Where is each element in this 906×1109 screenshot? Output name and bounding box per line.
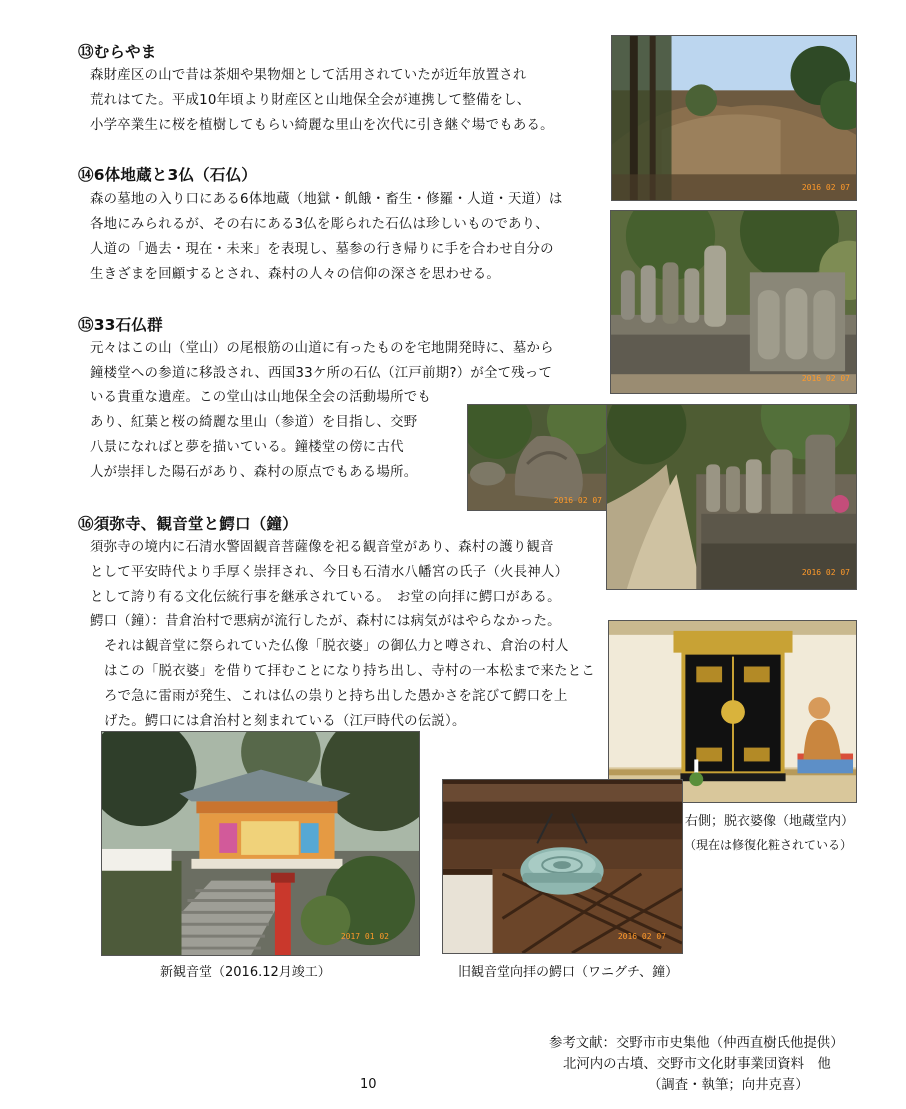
stone-buddhas-path-photo xyxy=(606,404,857,590)
section-13-line: 荒れはてた。平成10年頃より財産区と山地保全会が連携して整備をし、 xyxy=(90,93,531,108)
section-14-line: 生きざまを回顧するとされ、森村の人々の信仰の深さを思わせる。 xyxy=(90,267,501,282)
section-14-heading: ⑭6体地蔵と3仏（石仏） xyxy=(78,166,257,184)
section-13-line: 森財産区の山で昔は茶畑や果物畑として活用されていたが近年放置され xyxy=(90,68,527,83)
section-15-line: あり、紅葉と桜の綺麗な里山（参道）を目指し、交野 xyxy=(90,415,418,430)
reference-line: 北河内の古墳、交野市文化財事業団資料 他 xyxy=(563,1057,831,1072)
photo-date-stamp: 2017 01 02 xyxy=(340,932,389,941)
photo-date-stamp: 2016 02 07 xyxy=(801,568,850,577)
section-16-line: それは観音堂に祭られていた仏像「脱衣婆」の御仏力と噂され、倉治の村人 xyxy=(104,639,569,654)
section-15-heading: ⑮33石仏群 xyxy=(78,316,163,334)
murayama-photo xyxy=(611,35,857,201)
photo-date-stamp: 2016 02 07 xyxy=(617,932,666,941)
section-14-line: 森の墓地の入り口にある6体地蔵（地獄・飢餓・畜生・修羅・人道・天道）は xyxy=(90,192,563,207)
datsueba-shrine-photo xyxy=(608,620,857,803)
yang-stone-photo xyxy=(467,404,607,511)
section-14-line: 各地にみられるが、その右にある3仏を彫られた石仏は珍しいものであり、 xyxy=(90,217,549,232)
section-15-line: 元々はこの山（堂山）の尾根筋の山道に有ったものを宅地開発時に、墓から xyxy=(90,341,554,356)
waniguchi-bell-photo xyxy=(442,779,683,954)
new-hall-caption: 新観音堂（2016.12月竣工） xyxy=(160,965,331,980)
section-16-line: 鰐口（鐘）：昔倉治村で悪病が流行したが、森村には病気がはやらなかった。 xyxy=(90,614,561,629)
section-16-heading: ⑯須弥寺、観音堂と鰐口（鐘） xyxy=(78,515,298,533)
datsueba-caption-note: （現在は修復化粧されている） xyxy=(684,838,853,852)
jizo-statues-photo xyxy=(610,210,857,394)
section-16-line: として誇り有る文化伝統行事を継承されている。 お堂の向拝に鰐口がある。 xyxy=(90,590,561,605)
old-bell-caption: 旧観音堂向拝の鰐口（ワニグチ、鐘） xyxy=(458,965,679,980)
section-16-line: はこの「脱衣婆」を借りて拝むことになり持ち出し、寺村の一本松まで来たとこ xyxy=(104,664,596,679)
section-16-line: として平安時代より手厚く崇拝され、今日も石清水八幡宮の氏子（火長神人） xyxy=(90,565,569,580)
author-credit: （調査・執筆；向井克喜） xyxy=(648,1078,809,1093)
section-13-line: 小学卒業生に桜を植樹してもらい綺麗な里山を次代に引き継ぐ場でもある。 xyxy=(90,118,554,133)
datsueba-caption: 右側；脱衣婆像（地蔵堂内） xyxy=(685,814,855,829)
section-15-line: 八景になればと夢を描いている。鐘楼堂の傍に古代 xyxy=(90,440,404,455)
section-15-line: いる貴重な遺産。この堂山は山地保全会の活動場所でも xyxy=(90,390,432,405)
section-14-line: 人道の「過去・現在・未来」を表現し、墓参の行き帰りに手を合わせ自分の xyxy=(90,242,554,257)
section-15-line: 人が崇拝した陽石があり、森村の原点でもある場所。 xyxy=(90,465,418,480)
section-16-line: 須弥寺の境内に石清水警固観音菩薩像を祀る観音堂があり、森村の護り観音 xyxy=(90,540,554,555)
new-kannon-hall-photo xyxy=(101,731,420,956)
reference-line: 参考文献：交野市市史集他（仲西直樹氏他提供） xyxy=(549,1036,844,1051)
section-16-line: ろで急に雷雨が発生、これは仏の祟りと持ち出した愚かさを詫びて鰐口を上 xyxy=(104,689,568,704)
photo-date-stamp: 2016 02 07 xyxy=(801,183,850,192)
page-number: 10 xyxy=(360,1077,377,1092)
photo-date-stamp: 2016 02 07 xyxy=(801,374,850,383)
section-13-heading: ⑬むらやま xyxy=(78,43,157,61)
photo-date-stamp: 2016 02 07 xyxy=(553,496,602,505)
section-16-line: げた。鰐口には倉治村と刻まれている（江戸時代の伝説）。 xyxy=(104,714,466,729)
section-15-line: 鐘楼堂への参道に移設され、西国33ケ所の石仏（江戸前期?）が全て残って xyxy=(90,366,553,381)
